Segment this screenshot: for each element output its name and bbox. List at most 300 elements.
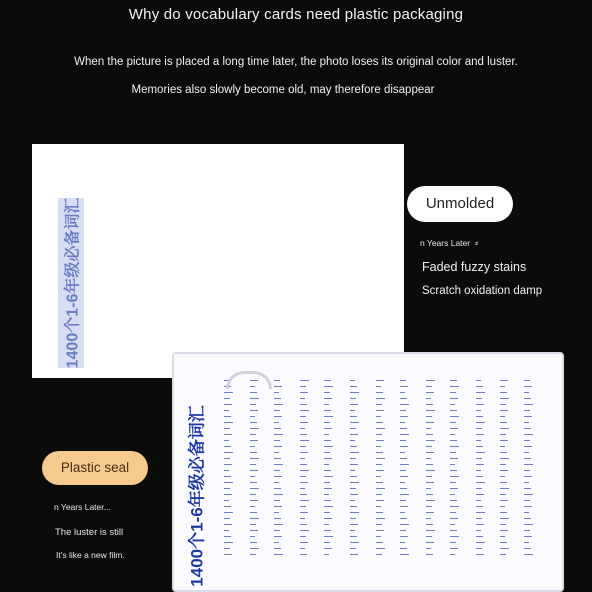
word-line <box>350 512 359 513</box>
word-line <box>376 512 383 513</box>
word-line <box>350 494 358 495</box>
faded-card-title: 1400个1-6年级必备词汇 <box>64 197 82 369</box>
word-line <box>476 434 484 435</box>
word-line <box>426 458 431 459</box>
word-line <box>426 494 433 495</box>
word-line <box>500 518 509 519</box>
word-line <box>300 386 306 387</box>
word-line <box>224 530 229 531</box>
word-line <box>450 488 458 489</box>
word-line <box>250 452 257 453</box>
word-line <box>250 440 258 441</box>
word-line <box>500 428 509 429</box>
word-line <box>274 464 283 465</box>
word-line <box>224 512 233 513</box>
word-line <box>450 512 456 513</box>
word-line <box>450 470 457 471</box>
word-line <box>450 440 457 441</box>
word-line <box>376 524 382 525</box>
word-line <box>376 458 385 459</box>
word-line <box>224 482 233 483</box>
word-line <box>274 404 283 405</box>
word-line <box>274 416 282 417</box>
word-line <box>324 536 333 537</box>
word-line <box>500 542 507 543</box>
word-line <box>300 446 306 447</box>
word-line <box>450 506 459 507</box>
word-line <box>524 530 530 531</box>
word-line <box>400 536 408 537</box>
word-line <box>274 554 283 555</box>
word-line <box>300 422 308 423</box>
word-line <box>224 506 231 507</box>
word-line <box>350 464 358 465</box>
subtitle-line-2: Memories also slowly become old, may therefore disappear <box>131 84 435 96</box>
word-line <box>524 422 529 423</box>
word-column <box>500 380 509 580</box>
word-line <box>274 398 281 399</box>
word-line <box>250 392 257 393</box>
word-line <box>376 464 382 465</box>
word-line <box>224 524 232 525</box>
word-line <box>476 416 483 417</box>
faded-card-image <box>32 144 404 378</box>
word-line <box>524 554 533 555</box>
word-line <box>350 488 356 489</box>
word-line <box>274 434 283 435</box>
word-line <box>224 494 232 495</box>
word-line <box>250 548 259 549</box>
word-line <box>324 386 333 387</box>
word-line <box>500 386 505 387</box>
word-line <box>426 476 432 477</box>
word-line <box>524 542 529 543</box>
word-line <box>500 488 509 489</box>
word-line <box>274 392 279 393</box>
word-line <box>224 398 230 399</box>
word-line <box>250 518 259 519</box>
word-line <box>476 440 481 441</box>
word-line <box>524 536 532 537</box>
word-line <box>476 470 481 471</box>
word-line <box>274 380 280 381</box>
word-line <box>400 452 405 453</box>
word-line <box>400 440 406 441</box>
word-line <box>300 524 307 525</box>
word-line <box>250 458 259 459</box>
word-line <box>376 518 385 519</box>
word-line <box>524 476 532 477</box>
word-line <box>426 392 434 393</box>
word-line <box>450 548 458 549</box>
word-line <box>524 470 530 471</box>
word-line <box>426 548 431 549</box>
word-line <box>350 506 357 507</box>
word-line <box>376 506 381 507</box>
word-line <box>274 524 283 525</box>
word-line <box>500 380 508 381</box>
word-line <box>376 398 385 399</box>
word-line <box>300 530 309 531</box>
word-line <box>324 392 330 393</box>
word-line <box>376 392 383 393</box>
word-line <box>476 548 482 549</box>
word-line <box>324 482 330 483</box>
word-line <box>476 452 485 453</box>
sealed-years-later: n Years Later... <box>54 502 111 512</box>
word-line <box>224 404 232 405</box>
word-line <box>376 410 384 411</box>
word-line <box>274 446 282 447</box>
word-line <box>274 488 281 489</box>
word-line <box>524 518 531 519</box>
word-line <box>224 554 232 555</box>
word-line <box>224 548 230 549</box>
word-line <box>476 476 483 477</box>
word-line <box>350 404 358 405</box>
word-line <box>350 410 355 411</box>
word-line <box>250 488 259 489</box>
word-line <box>450 554 455 555</box>
word-line <box>524 410 530 411</box>
word-line <box>300 494 307 495</box>
word-line <box>274 494 283 495</box>
word-line <box>500 422 507 423</box>
word-line <box>224 416 231 417</box>
word-line <box>324 434 329 435</box>
word-line <box>300 464 307 465</box>
word-line <box>250 398 259 399</box>
word-line <box>500 392 507 393</box>
word-line <box>450 476 459 477</box>
word-line <box>476 380 481 381</box>
word-line <box>450 518 458 519</box>
word-line <box>426 518 431 519</box>
word-line <box>350 398 356 399</box>
word-line <box>476 446 483 447</box>
word-line <box>426 512 434 513</box>
word-line <box>250 446 255 447</box>
word-line <box>300 392 308 393</box>
word-column <box>350 380 359 580</box>
word-line <box>376 476 381 477</box>
word-line <box>426 530 435 531</box>
word-line <box>324 446 333 447</box>
word-line <box>500 434 506 435</box>
word-line <box>274 530 280 531</box>
word-line <box>500 506 505 507</box>
word-line <box>324 548 332 549</box>
word-line <box>274 548 281 549</box>
word-line <box>450 422 456 423</box>
word-line <box>300 452 308 453</box>
word-line <box>274 470 280 471</box>
word-line <box>426 524 433 525</box>
word-line <box>250 536 255 537</box>
word-line <box>400 548 407 549</box>
word-line <box>450 398 458 399</box>
word-line <box>476 536 483 537</box>
word-line <box>224 518 230 519</box>
word-line <box>300 398 305 399</box>
word-line <box>300 512 308 513</box>
word-line <box>324 410 331 411</box>
word-line <box>524 464 533 465</box>
word-line <box>350 458 356 459</box>
word-line <box>524 548 531 549</box>
word-line <box>224 440 229 441</box>
word-line <box>426 470 435 471</box>
word-line <box>450 392 456 393</box>
word-line <box>450 434 455 435</box>
word-line <box>224 470 229 471</box>
word-column <box>324 380 333 580</box>
word-line <box>274 458 281 459</box>
word-line <box>350 542 359 543</box>
word-line <box>500 410 508 411</box>
word-line <box>300 554 307 555</box>
word-line <box>476 494 484 495</box>
word-line <box>400 488 407 489</box>
word-line <box>350 380 355 381</box>
word-line <box>224 422 233 423</box>
word-line <box>400 518 407 519</box>
word-line <box>426 380 435 381</box>
word-line <box>376 422 383 423</box>
word-line <box>324 428 332 429</box>
word-line <box>450 458 458 459</box>
word-line <box>400 476 408 477</box>
word-line <box>524 488 531 489</box>
word-line <box>450 524 455 525</box>
word-line <box>350 428 356 429</box>
word-line <box>324 500 331 501</box>
word-line <box>300 440 309 441</box>
word-line <box>476 428 482 429</box>
faded-card-title-band <box>58 198 84 368</box>
sealed-card-title: 1400个1-6年级必备词汇 <box>187 405 207 587</box>
sealed-card-title-band <box>182 405 208 587</box>
word-line <box>350 416 357 417</box>
word-line <box>500 458 509 459</box>
word-line <box>500 404 506 405</box>
plastic-seal-label: Plastic seal <box>42 451 148 485</box>
word-line <box>400 416 408 417</box>
word-line <box>250 524 256 525</box>
word-line <box>426 410 435 411</box>
sealed-effect-2: It's like a new film. <box>56 550 125 560</box>
word-line <box>450 464 455 465</box>
word-line <box>300 500 309 501</box>
word-line <box>376 428 385 429</box>
word-line <box>400 530 406 531</box>
word-line <box>500 416 505 417</box>
word-line <box>224 410 229 411</box>
word-line <box>476 530 481 531</box>
word-line <box>350 536 357 537</box>
word-line <box>450 482 456 483</box>
word-line <box>274 482 279 483</box>
word-line <box>324 506 333 507</box>
word-line <box>450 380 457 381</box>
word-line <box>376 446 381 447</box>
word-line <box>500 482 507 483</box>
word-line <box>376 416 381 417</box>
word-line <box>300 536 306 537</box>
word-line <box>376 536 381 537</box>
word-line <box>376 380 384 381</box>
word-line <box>400 434 409 435</box>
word-line <box>426 398 431 399</box>
word-line <box>274 440 280 441</box>
word-line <box>250 476 255 477</box>
word-line <box>300 518 305 519</box>
word-line <box>300 458 305 459</box>
word-line <box>500 536 505 537</box>
word-line <box>300 482 308 483</box>
word-column <box>476 380 485 580</box>
word-line <box>400 494 409 495</box>
word-line <box>350 548 356 549</box>
word-column <box>250 380 259 580</box>
word-line <box>376 482 383 483</box>
word-line <box>324 416 333 417</box>
word-line <box>524 380 530 381</box>
word-line <box>224 500 229 501</box>
word-line <box>224 458 230 459</box>
word-line <box>426 488 431 489</box>
word-line <box>250 404 256 405</box>
word-line <box>524 440 530 441</box>
word-line <box>324 488 332 489</box>
word-line <box>426 416 432 417</box>
word-line <box>250 530 258 531</box>
word-line <box>524 512 529 513</box>
subtitle-line-1: When the picture is placed a long time later, the photo loses its original color and luster. <box>74 56 518 68</box>
word-line <box>324 530 331 531</box>
word-line <box>400 380 406 381</box>
word-line <box>426 422 434 423</box>
word-line <box>500 500 508 501</box>
word-line <box>400 458 407 459</box>
word-line <box>300 410 309 411</box>
word-line <box>350 446 357 447</box>
word-column <box>224 380 233 580</box>
word-line <box>376 452 383 453</box>
word-line <box>376 494 382 495</box>
word-line <box>476 542 485 543</box>
word-line <box>500 494 506 495</box>
word-line <box>324 398 332 399</box>
word-line <box>376 554 382 555</box>
word-line <box>250 482 257 483</box>
word-line <box>250 506 255 507</box>
word-line <box>400 554 409 555</box>
word-line <box>324 470 331 471</box>
word-line <box>500 398 509 399</box>
word-line <box>324 440 331 441</box>
word-line <box>250 434 256 435</box>
word-line <box>300 470 309 471</box>
word-line <box>250 554 256 555</box>
word-column <box>300 380 309 580</box>
word-line <box>476 404 484 405</box>
word-line <box>250 410 258 411</box>
word-line <box>300 380 309 381</box>
word-line <box>400 428 407 429</box>
word-line <box>450 542 456 543</box>
word-line <box>224 536 231 537</box>
word-line <box>426 440 435 441</box>
word-line <box>476 464 484 465</box>
word-line <box>400 422 405 423</box>
word-line <box>300 428 305 429</box>
word-line <box>324 518 332 519</box>
word-line <box>224 446 231 447</box>
word-line <box>400 524 409 525</box>
word-line <box>426 428 431 429</box>
word-line <box>224 428 230 429</box>
word-line <box>274 476 282 477</box>
word-line <box>274 506 282 507</box>
word-line <box>524 446 532 447</box>
word-line <box>350 422 359 423</box>
word-line <box>224 488 230 489</box>
word-line <box>224 542 233 543</box>
word-line <box>376 404 382 405</box>
word-line <box>350 470 355 471</box>
word-line <box>500 452 507 453</box>
word-line <box>426 536 432 537</box>
word-column <box>274 380 283 580</box>
word-line <box>426 452 434 453</box>
word-line <box>524 500 530 501</box>
word-line <box>324 524 329 525</box>
word-line <box>500 512 507 513</box>
word-line <box>376 530 384 531</box>
word-line <box>524 428 531 429</box>
word-line <box>274 422 279 423</box>
word-line <box>350 554 358 555</box>
word-line <box>250 422 257 423</box>
word-column <box>376 380 385 580</box>
word-line <box>524 404 533 405</box>
word-line <box>250 500 258 501</box>
word-line <box>476 500 481 501</box>
unmolded-years-later: n Years Later <box>420 238 471 248</box>
word-line <box>224 434 232 435</box>
word-line <box>300 548 305 549</box>
word-line <box>450 410 457 411</box>
word-line <box>426 482 434 483</box>
word-line <box>300 542 308 543</box>
word-line <box>500 446 505 447</box>
word-line <box>324 458 332 459</box>
word-line <box>426 446 432 447</box>
word-line <box>300 416 306 417</box>
word-line <box>324 542 330 543</box>
word-line <box>300 476 306 477</box>
word-line <box>376 434 382 435</box>
word-line <box>476 482 485 483</box>
word-line <box>300 434 307 435</box>
word-line <box>426 404 433 405</box>
word-line <box>476 524 484 525</box>
word-line <box>426 506 432 507</box>
word-line <box>476 392 485 393</box>
word-line <box>324 404 329 405</box>
unmolded-effect-2: Scratch oxidation damp <box>422 285 543 297</box>
